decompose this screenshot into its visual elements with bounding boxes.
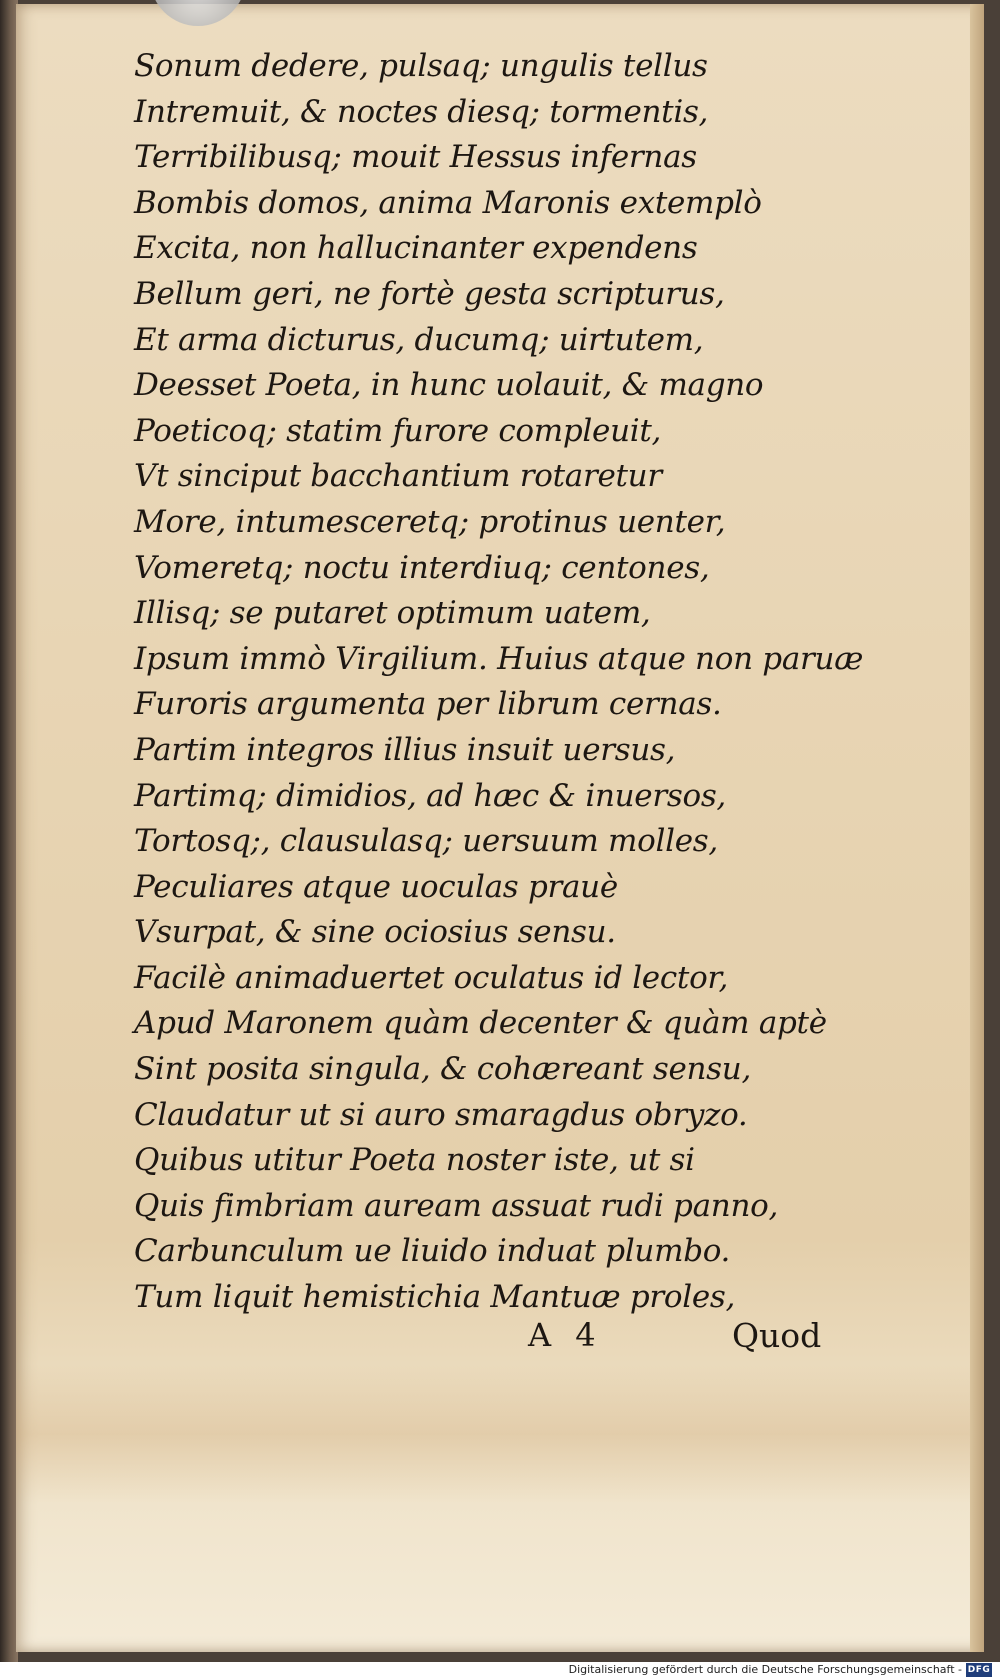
verse-line: Vt sinciput bacchantium rotaretur (134, 458, 662, 495)
verse-line: Vomeretq; noctu interdiuq; centones, (134, 549, 710, 586)
verse-line: Quibus utitur Poeta noster iste, ut si (134, 1142, 695, 1179)
digitization-credit: Digitalisierung gefördert durch die Deutsche Forschungsgemeinschaft - (568, 1663, 962, 1676)
verse-line: Excita, non hallucinanter expendens (134, 230, 698, 267)
verse-line: Peculiares atque uoculas prauè (134, 868, 618, 905)
catchword: Quod (732, 1316, 822, 1355)
verse-line: Terribilibusq; mouit Hessus infernas (134, 139, 697, 176)
verse-line: Carbunculum ue liuido induat plumbo. (134, 1233, 731, 1270)
book-page (16, 4, 984, 1652)
signature-mark: A 4 (528, 1316, 596, 1354)
verse-line: Apud Maronem quàm decenter & quàm aptè (134, 1005, 827, 1042)
verse-line: Sonum dedere, pulsaq; ungulis tellus (134, 48, 708, 84)
verse-line: Vsurpat, & sine ociosius sensu. (134, 914, 616, 951)
verse-line: Facilè animaduertet oculatus id lector, (134, 959, 729, 996)
verse-line: Sint posita singula, & cohæreant sensu, (134, 1051, 752, 1088)
verse-line: Intremuit, & noctes diesq; tormentis, (134, 93, 709, 130)
verse-line: More, intumesceretq; protinus uenter, (134, 503, 726, 540)
dfg-logo: DFG (967, 1665, 991, 1675)
verse-line: Et arma dicturus, ducumq; uirtutem, (134, 321, 704, 358)
verse-line: Poeticoq; statim furore compleuit, (134, 412, 662, 449)
verse-line: Partim integros illius insuit uersus, (134, 731, 676, 768)
verse-line: Claudatur ut si auro smaragdus obryzo. (134, 1096, 748, 1133)
verse-line: Bombis domos, anima Maronis extemplò (134, 184, 762, 221)
verse-line: Partimq; dimidios, ad hæc & inuersos, (134, 777, 726, 814)
page-stain (16, 1364, 984, 1504)
verse-line: Ipsum immò Virgilium. Huius atque non paruæ (134, 640, 864, 677)
verse-line: Bellum geri, ne fortè gesta scripturus, (134, 275, 725, 312)
verse-lines (134, 44, 874, 1321)
verse-line: Illisq; se putaret optimum uatem, (134, 595, 651, 632)
page-edge (970, 4, 984, 1652)
verse-line: Furoris argumenta per librum cernas. (134, 686, 722, 723)
verse-line: Tortosq;, clausulasq; uersuum molles, (134, 823, 718, 860)
verse-line: Deesset Poeta, in hunc uolauit, & magno (134, 367, 764, 404)
verse-line: Tum liquit hemistichia Mantuæ proles, (134, 1279, 736, 1316)
verse-line: Quis fimbriam auream assuat rudi panno, (134, 1187, 779, 1224)
